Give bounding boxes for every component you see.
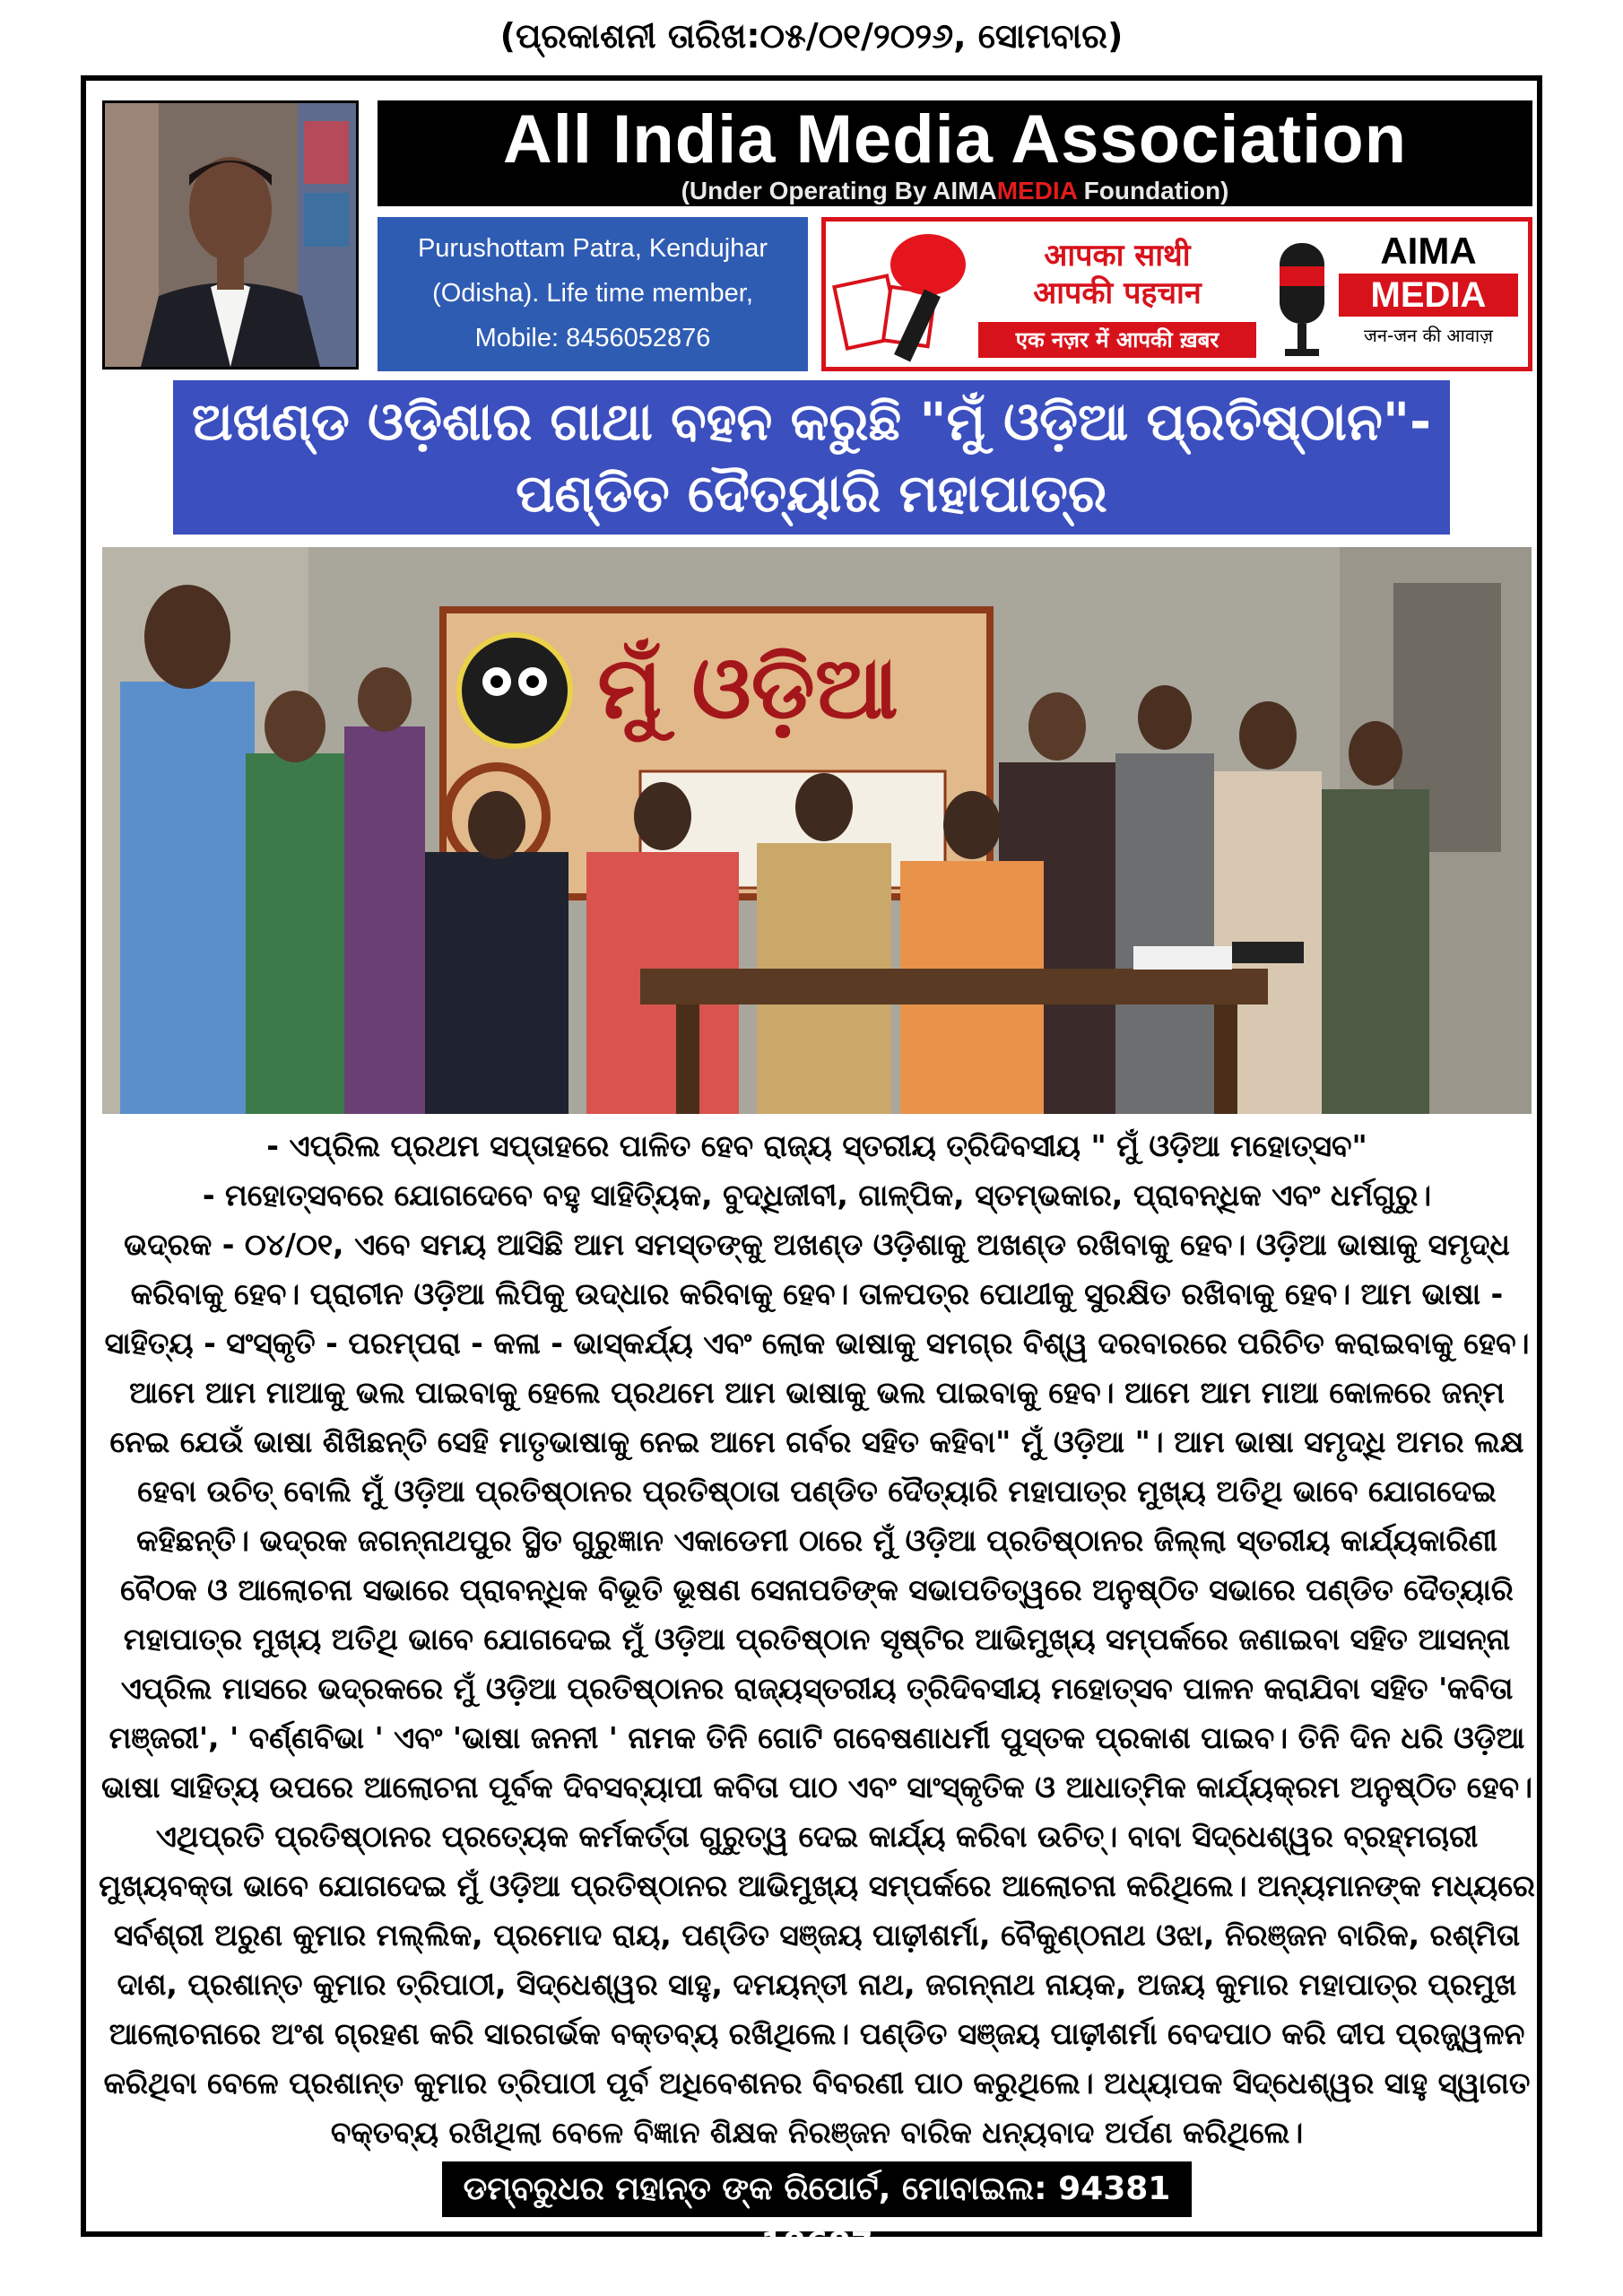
news-card (81, 75, 1542, 2263)
reporter-credit: ଡମ୍ବରୁଧର ମହାନ୍ତ ଙ୍କ ରିପୋର୍ଟ, ମୋବାଇଲ: 94381 18687 (442, 2161, 1192, 2217)
banner-text: ମୁଁ ଓଡ଼ିଆ (597, 638, 898, 738)
microphone-icon (831, 227, 975, 363)
advert-logo-aima: AIMA (1380, 230, 1477, 272)
advert-slogan-1: आपका साथी (1044, 238, 1191, 274)
advert-tagline: एक नज़र में आपकी ख़बर (978, 322, 1256, 358)
organization-title: All India Media Association (502, 101, 1408, 178)
member-status-line: (Odisha). Life time member, (432, 279, 753, 308)
article-body (99, 1121, 1535, 2157)
organization-subtitle: (Under Operating By AIMAMEDIA Foundation) (681, 177, 1229, 204)
publication-date: (ପ୍ରକାଶନୀ ତାରିଖ:୦୫/୦୧/୨୦୨୬, ସୋମବାର) (499, 16, 1124, 56)
advert-slogan-2: आपकी पहचान (1033, 275, 1202, 311)
headline (173, 380, 1450, 535)
mic-logo-icon (1272, 234, 1332, 360)
aima-media-advert (821, 217, 1532, 371)
article-highlight-2: - ମହୋତ୍ସବରେ ଯୋଗଦେବେ ବହୁ ସାହିତ୍ୟିକ, ବୁଦ୍ଧିଜୀବୀ, ଗାଳ୍ପିକ, ସ୍ତମ୍ଭକାର, ପ୍ରାବନ୍ଧିକ ଏବଂ ଧର୍ମଗୁରୁ। (202, 1178, 1432, 1213)
article-highlight-1: - ଏପ୍ରିଲ ପ୍ରଥମ ସପ୍ତାହରେ ପାଳିତ ହେବ ରାଜ୍ୟ ସ୍ତରୀୟ ତ୍ରିଦିବସୀୟ " ମୁଁ ଓଡ଼ିଆ ମହୋତ୍ସବ" (266, 1128, 1367, 1163)
event-photo (102, 547, 1532, 1114)
member-mobile-line: Mobile: 8456052876 (474, 324, 711, 352)
article-paragraph: ଭଦ୍ରକ - ୦୪/୦୧, ଏବେ ସମୟ ଆସିଛି ଆମ ସମସ୍ତଙ୍କୁ ଅଖଣ୍ଡ ଓଡ଼ିଶାକୁ ଅଖଣ୍ଡ ରଖିବାକୁ ହେବ। ଓଡ଼ିଆ ଭାଷାକୁ ସମୃଦ୍ଧ କରିବାକୁ ହେବ। ପ୍ରାଚୀନ ଓଡ଼ିଆ ଲିପିକୁ ଉଦ୍ଧାର କରିବାକୁ ହେବ। ତାଳପତ୍ର ପୋଥୀକୁ ସୁରକ୍ଷିତ ରଖିବାକୁ ହେବ। ଆମ ଭାଷା - ସାହିତ୍ୟ - ସଂସ୍କୃତି - ପରମ୍ପରା - କଳା - ଭାସ୍କର୍ଯ୍ୟ ଏବଂ ଲୋକ ଭାଷାକୁ ସମଗ୍ର ବିଶ୍ୱ ଦରବାରରେ ପରିଚିତ କରାଇବାକୁ ହେବ। ଆମେ ଆମ ମାଆକୁ ଭଲ ପାଇବାକୁ ହେଲେ ପ୍ରଥମେ ଆମ ଭାଷାକୁ ଭଲ ପାଇବାକୁ ହେବ। ଆମେ ଆମ ମାଆ କୋଳରେ ଜନ୍ମ ନେଇ ଯେଉଁ ଭାଷା ଶିଖିଛନ୍ତି ସେହି ମାତୃଭାଷାକୁ ନେଇ ଆମେ ଗର୍ବର ସହିତ କହିବା" ମୁଁ ଓଡ଼ିଆ "। ଆମ ଭାଷା ସମୃଦ୍ଧି ଅମର ଲକ୍ଷ ହେବା ଉଚିତ୍ ବୋଲି ମୁଁ ଓଡ଼ିଆ ପ୍ରତିଷ୍ଠାନର ପ୍ରତିଷ୍ଠାତା ପଣ୍ଡିତ ଦୈତ୍ୟାରି ମହାପାତ୍ର ମୁଖ୍ୟ ଅତିଥି ଭାବେ ଯୋଗଦେଇ କହିଛନ୍ତି। ଭଦ୍ରକ ଜଗନ୍ନାଥପୁର ସ୍ଥିତ ଗୁରୁଜ୍ଞାନ ଏକାଡେମୀ ଠାରେ ମୁଁ ଓଡ଼ିଆ ପ୍ରତିଷ୍ଠାନର ଜିଲ୍ଲା ସ୍ତରୀୟ କାର୍ଯ୍ୟକାରିଣୀ ବୈଠକ ଓ ଆଲୋଚନା ସଭାରେ ପ୍ରାବନ୍ଧିକ ବିଭୂତି ଭୂଷଣ ସେନାପତିଙ୍କ ସଭାପତିତ୍ୱରେ ଅନୁଷ୍ଠିତ ସଭାରେ ପଣ୍ଡିତ ଦୈତ୍ୟାରି ମହାପାତ୍ର ମୁଖ୍ୟ ଅତିଥି ଭାବେ ଯୋଗଦେଇ ମୁଁ ଓଡ଼ିଆ ପ୍ରତିଷ୍ଠାନ ସୃଷ୍ଟିର ଆଭିମୁଖ୍ୟ ସମ୍ପର୍କରେ ଜଣାଇବା ସହିତ ଆସନ୍ନା ଏପ୍ରିଲ ମାସରେ ଭଦ୍ରକରେ ମୁଁ ଓଡ଼ିଆ ପ୍ରତିଷ୍ଠାନର ରାଜ୍ୟସ୍ତରୀୟ ତ୍ରିଦିବସୀୟ ମହୋତ୍ସବ ପାଳନ କରାଯିବା ସହିତ 'କବିତା ମଞ୍ଜରୀ', ' ବର୍ଣ୍ଣବିଭା ' ଏବଂ 'ଭାଷା ଜନନୀ ' ନାମକ ତିନି ଗୋଟି ଗବେଷଣାଧର୍ମୀ ପୁସ୍ତକ ପ୍ରକାଶ ପାଇବ। ତିନି ଦିନ ଧରି ଓଡ଼ିଆ ଭାଷା ସାହିତ୍ୟ ଉପରେ ଆଲୋଚନା ପୂର୍ବକ ଦିବସବ୍ୟାପୀ କବିତା ପାଠ ଏବଂ ସାଂସ୍କୃତିକ ଓ ଆଧାତ୍ମିକ କାର୍ଯ୍ୟକ୍ରମ ଅନୁଷ୍ଠିତ ହେବ। ଏଥିପ୍ରତି ପ୍ରତିଷ୍ଠାନର ପ୍ରତ୍ୟେକ କର୍ମକର୍ତ୍ତା ଗୁରୁତ୍ୱ ଦେଇ କାର୍ଯ୍ୟ କରିବା ଉଚିତ୍। ବାବା ସିଦ୍ଧେଶ୍ୱର ବ୍ରହ୍ମଚାରୀ ମୁଖ୍ୟବକ୍ତା ଭାବେ ଯୋଗଦେଇ ମୁଁ ଓଡ଼ିଆ ପ୍ରତିଷ୍ଠାନର ଆଭିମୁଖ୍ୟ ସମ୍ପର୍କରେ ଆଲୋଚନା କରିଥିଲେ। ଅନ୍ୟମାନଙ୍କ ମଧ୍ୟରେ ସର୍ବଶ୍ରୀ ଅରୁଣ କୁମାର ମଲ୍ଲିକ, ପ୍ରମୋଦ ରାୟ, ପଣ୍ଡିତ ସଞ୍ଜୟ ପାଢ଼ୀଶର୍ମା, ବୈକୁଣ୍ଠନାଥ ଓଝା, ନିରଞ୍ଜନ ବାରିକ, ରଶ୍ମିତା ଦାଶ, ପ୍ରଶାନ୍ତ କୁମାର ତ୍ରିପାଠୀ, ସିଦ୍ଧେଶ୍ୱର ସାହୁ, ଦମୟନ୍ତୀ ନାଥ, ଜଗନ୍ନାଥ ନାୟକ, ଅଜୟ କୁମାର ମହାପାତ୍ର ପ୍ରମୁଖ ଆଲୋଚନାରେ ଅଂଶ ଗ୍ରହଣ କରି ସାରଗର୍ଭକ ବକ୍ତବ୍ୟ ରଖିଥିଲେ। ପଣ୍ଡିତ ସଞ୍ଜୟ ପାଢ଼ୀଶର୍ମା ବେଦପାଠ କରି ଦୀପ ପ୍ରଜ୍ଜ୍ୱଳନ କରିଥିବା ବେଳେ ପ୍ରଶାନ୍ତ କୁମାର ତ୍ରିପାଠୀ ପୂର୍ବ ଅଧିବେଶନର ବିବରଣୀ ପାଠ କରୁଥିଲେ। ଅଧ୍ୟାପକ ସିଦ୍ଧେଶ୍ୱର ସାହୁ ସ୍ୱାଗତ ବକ୍ତବ୍ୟ ରଖିଥିଲା ବେଳେ ବିଜ୍ଞାନ ଶିକ୍ଷକ ନିରଞ୍ଜନ ବାରିକ ଧନ୍ୟବାଦ ଅର୍ପଣ କରିଥିଲେ। (99, 1227, 1535, 2150)
advert-logo-media: MEDIA (1339, 274, 1518, 317)
member-portrait (102, 100, 359, 370)
headline-line-2: ପଣ୍ଡିତ ଦୈତ୍ୟାରି ମହାପାତ୍ର (516, 463, 1107, 524)
organization-banner (378, 100, 1532, 206)
headline-line-1: ଅଖଣ୍ଡ ଓଡ଼ିଶାର ଗାଥା ବହନ କରୁଛି "ମୁଁ ଓଡ଼ିଆ ପ୍ରତିଷ୍ଠାନ"- (191, 391, 1432, 452)
advert-logo-tagline: जन-जन की आवाज़ (1364, 325, 1493, 346)
member-info-box (378, 217, 808, 371)
member-name-line: Purushottam Patra, Kendujhar (417, 234, 768, 263)
